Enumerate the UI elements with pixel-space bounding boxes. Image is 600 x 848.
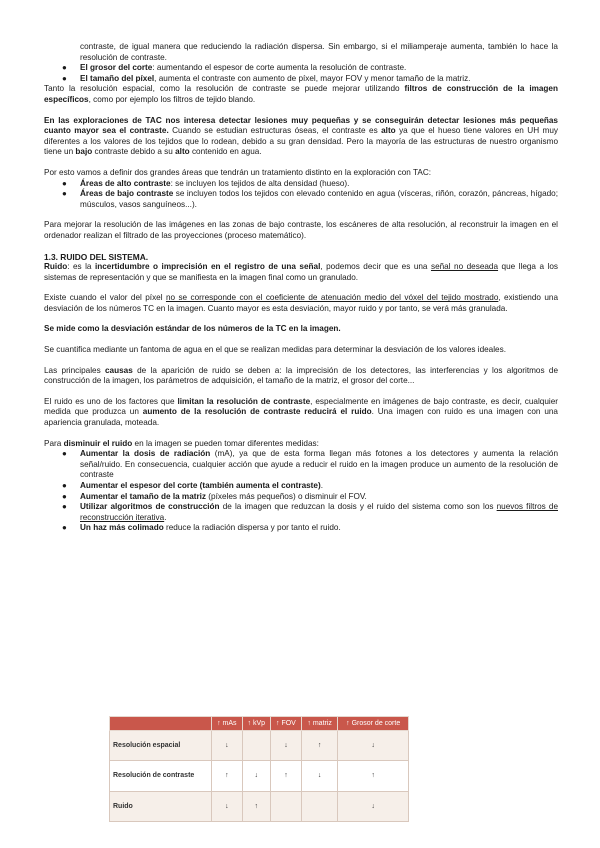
summary-table-image <box>109 716 409 822</box>
table-cell: ↓ <box>301 761 337 791</box>
list-item: ● Utilizar algoritmos de construcción de la imagen que reduzcan la dosis y el ruido del sistema como son los nuevos filtros de reconstrucción iterativa. <box>62 502 558 522</box>
bullet-list-areas <box>44 179 558 211</box>
table-cell: ↑ <box>242 791 270 821</box>
bullet-icon: ● <box>62 178 67 188</box>
table-cell: ↓ <box>212 731 243 761</box>
table-row-header: Ruido <box>110 791 212 821</box>
list-item: ● Aumentar el tamaño de la matriz (píxeles más pequeños) o disminuir el FOV. <box>62 491 367 501</box>
list-item <box>44 74 558 85</box>
section-heading: 1.3. RUIDO DEL SISTEMA. <box>44 251 149 262</box>
table-row-header: Resolución de contraste <box>110 761 212 791</box>
paragraph: Las principales causas de la aparición de ruido se deben a: la imprecisión de los detectores, las interferencias y los algoritmos de construcción de la imagen, los parámetros de adquisición, el tamaño de la matriz, el grosor del corte... <box>44 365 559 386</box>
list-item-bold: El tamaño del píxel <box>80 73 155 83</box>
paragraph: Existe cuando el valor del píxel no se corresponde con el coeficiente de atenuación medio del vóxel del tejido mostrado, existiendo una desviación de los números TC en la imagen. Cuanto mayor es esta desviación, mayor ruido y por tanto, se verá más granulada. <box>44 293 558 313</box>
table-row-header: Resolución espacial <box>110 731 212 761</box>
table-header-cell <box>110 717 212 731</box>
paragraph: En las exploraciones de TAC nos interesa detectar lesiones muy pequeñas y se conseguirán detectar lesiones más pequeñas cuanto mayor sea el contraste. Cuando se estudian estructuras óseas, el contraste es alto ya que el hueso tiene valores en UH muy diferentes a los valores de los tejidos que lo rodean, debido a su gran densidad. Pero la mayoría de las estructuras de nuestro organismo tiene un bajo contraste debido a su alto contenido en agua. <box>44 115 558 157</box>
table-cell: ↓ <box>270 731 301 761</box>
list-item: ● Áreas de alto contraste: se incluyen los tejidos de alta densidad (hueso). <box>62 178 350 188</box>
list-item-text: : aumentando el espesor de corte aumenta la resolución de contraste. <box>152 63 407 73</box>
table-row <box>110 761 409 791</box>
list-item: ● Aumentar el espesor del corte (también aumenta el contraste). <box>62 481 323 490</box>
table-cell <box>242 731 270 761</box>
table-header-cell: ↑ FOV <box>270 717 301 731</box>
document-page <box>44 42 558 534</box>
paragraph: Se mide como la desviación estándar de los números de la TC en la imagen. <box>44 324 341 334</box>
summary-table <box>109 716 409 822</box>
table-row <box>110 731 409 761</box>
table-cell: ↑ <box>270 761 301 791</box>
list-item <box>44 63 558 74</box>
bullet-icon: ● <box>62 481 67 490</box>
paragraph: Se cuantifica mediante un fantoma de agua en el que se realizan medidas para determinar la desviación de los valores ideales. <box>44 345 506 355</box>
bullet-icon: ● <box>62 502 67 512</box>
table-header-cell: ↑ kVp <box>242 717 270 731</box>
bullet-list-contrast <box>44 63 558 84</box>
list-item-bold: El grosor del corte <box>80 63 153 73</box>
paragraph: Para disminuir el ruido en la imagen se pueden tomar diferentes medidas: <box>44 438 319 448</box>
paragraph: Por esto vamos a definir dos grandes áreas que tendrán un tratamiento distinto en la exploración con TAC: <box>44 167 432 177</box>
table-cell <box>301 791 337 821</box>
table-cell: ↓ <box>338 791 409 821</box>
table-cell <box>270 791 301 821</box>
list-item-text: , aumenta el contraste con aumento de píxel, mayor FOV y menor tamaño de la matriz. <box>154 73 471 83</box>
table-cell: ↓ <box>212 791 243 821</box>
bullet-list-noise <box>44 449 558 534</box>
table-header-cell: ↑ matriz <box>301 717 337 731</box>
bullet-icon: ● <box>62 523 67 533</box>
list-item: ● Un haz más colimado reduce la radiación dispersa y por tanto el ruido. <box>62 523 341 533</box>
table-cell: ↑ <box>301 731 337 761</box>
table-cell: ↓ <box>242 761 270 791</box>
table-header-row <box>110 717 409 731</box>
bullet-icon: ● <box>62 449 67 459</box>
table-cell: ↓ <box>338 731 409 761</box>
table-row <box>110 791 409 821</box>
list-item: ● Aumentar la dosis de radiación (mA), ya que de esta forma llegan más fotones a los detectores y aumenta la relación señal/ruido. En consecuencia, cualquier acción que ayude a reducir el ruido en la imagen produce un aumento de la resolución de contraste <box>62 449 559 480</box>
paragraph: Para mejorar la resolución de las imágenes en las zonas de bajo contraste, los escáneres de alta resolución, al reconstruir la imagen en el ordenador realizan el filtrado de las proyecciones (proceso matemático). <box>44 220 558 240</box>
table-cell: ↑ <box>338 761 409 791</box>
paragraph: El ruido es uno de los factores que limitan la resolución de contraste, especialmente en imágenes de bajo contraste, es decir, cualquier medida que produzca un aumento de la resolución de contraste reducirá el ruido. Una imagen con ruido es una imagen con una apariencia granulada, moteada. <box>44 396 559 428</box>
table-header-cell: ↑ mAs <box>212 717 243 731</box>
paragraph: Ruido: es la incertidumbre o imprecisión en el registro de una señal, podemos decir que es una señal no deseada que llega a los sistemas de representación y que se manifiesta en la imagen final como un granulado. <box>44 262 558 282</box>
table-header-cell: ↑ Grosor de corte <box>338 717 409 731</box>
bullet-icon: ● <box>62 73 67 83</box>
bullet-icon: ● <box>62 491 67 501</box>
table-cell: ↑ <box>212 761 243 791</box>
list-item: ● Áreas de bajo contraste se incluyen todos los tejidos con elevado contenido en agua (vísceras, riñón, corazón, páncreas, hígado; músculos, vasos sanguíneos...). <box>62 189 559 209</box>
bullet-icon: ● <box>62 189 67 199</box>
continued-text: contraste, de igual manera que reduciendo la radiación dispersa. Sin embargo, si el miliamperaje aumenta, también lo hace la resolución de contraste. <box>80 42 558 62</box>
paragraph: Tanto la resolución espacial, como la resolución de contraste se puede mejorar utilizando filtros de construcción de la imagen específicos, como por ejemplo los filtros de tejido blando. <box>44 84 558 104</box>
bullet-icon: ● <box>62 63 67 73</box>
